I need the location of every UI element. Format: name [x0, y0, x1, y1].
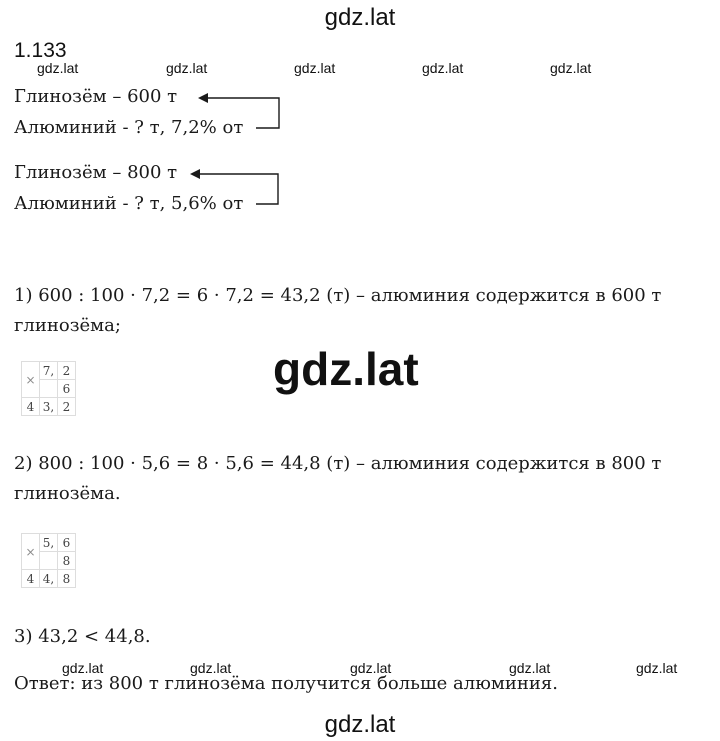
- calc-cell: 7,: [40, 362, 58, 380]
- condition1-line2: Алюминий - ? т, 7,2% от: [14, 117, 244, 138]
- answer: Ответ: из 800 т глинозёма получится больше алюминия.: [14, 673, 558, 694]
- condition2-arrow-icon: [188, 164, 283, 209]
- condition1-line1: Глинозём – 600 т: [14, 86, 178, 107]
- calc-cell: 3,: [40, 398, 58, 416]
- multiply-sign: ×: [22, 534, 40, 570]
- calc-cell: 8: [58, 570, 76, 588]
- watermark-top: gdz.lat: [324, 4, 396, 31]
- calc-cell: 8: [58, 552, 76, 570]
- step1-line1: 1) 600 : 100 · 7,2 = 6 · 7,2 = 43,2 (т) – алюминия содержится в 600 т: [14, 285, 662, 306]
- calc-cell: 4: [22, 398, 40, 416]
- watermark-small: gdz.lat: [37, 60, 79, 76]
- calc-cell: 2: [58, 398, 76, 416]
- calc-cell: [40, 552, 58, 570]
- condition2-line2: Алюминий - ? т, 5,6% от: [14, 193, 244, 214]
- calc-cell: 6: [58, 534, 76, 552]
- calc-cell: 6: [58, 380, 76, 398]
- watermark-small: gdz.lat: [294, 60, 336, 76]
- watermark-small: gdz.lat: [422, 60, 464, 76]
- step1-line2: глинозёма;: [14, 315, 121, 336]
- watermark-small: gdz.lat: [550, 60, 592, 76]
- problem-number: 1.133: [14, 39, 67, 62]
- watermark-small: gdz.lat: [62, 660, 104, 676]
- multiplication-table-1: [21, 361, 76, 416]
- multiply-sign: ×: [22, 362, 40, 398]
- condition2-line1: Глинозём – 800 т: [14, 162, 178, 183]
- watermark-small: gdz.lat: [166, 60, 208, 76]
- step2-line1: 2) 800 : 100 · 5,6 = 8 · 5,6 = 44,8 (т) – алюминия содержится в 800 т: [14, 453, 662, 474]
- watermark-center: gdz.lat: [273, 343, 419, 395]
- calc-cell: 4,: [40, 570, 58, 588]
- multiplication-table-2: [21, 533, 76, 588]
- step2-line2: глинозёма.: [14, 483, 121, 504]
- calc-cell: [40, 380, 58, 398]
- watermark-small: gdz.lat: [509, 660, 551, 676]
- watermark-small: gdz.lat: [190, 660, 232, 676]
- calc-cell: 2: [58, 362, 76, 380]
- watermark-bottom: gdz.lat: [324, 711, 396, 738]
- condition1-arrow-icon: [196, 88, 286, 133]
- watermark-small: gdz.lat: [636, 660, 678, 676]
- step3: 3) 43,2 < 44,8.: [14, 626, 151, 647]
- watermark-small: gdz.lat: [350, 660, 392, 676]
- calc-cell: 5,: [40, 534, 58, 552]
- calc-cell: 4: [22, 570, 40, 588]
